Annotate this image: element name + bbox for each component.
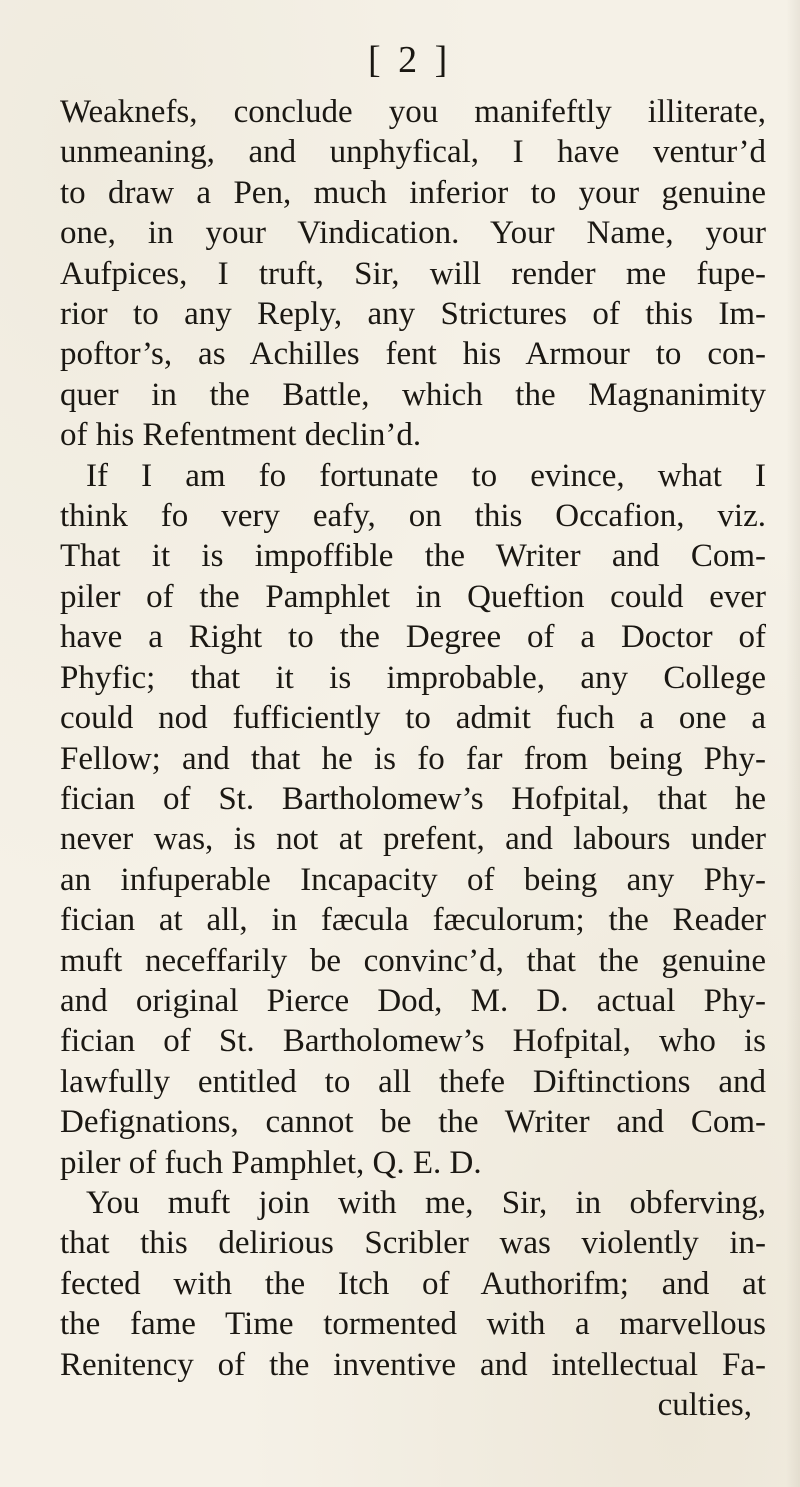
text-line: poftor’s, as Achilles fent his Armour to con- — [60, 336, 766, 373]
text-line: the fame Time tormented with a marvellous — [60, 1306, 766, 1343]
text-line: lawfully entitled to all thefe Diftinctions and — [60, 1063, 766, 1100]
text-line: of his Refentment declin’d. — [60, 417, 422, 454]
text-line: Phyfic; that it is improbable, any College — [60, 659, 766, 696]
text-line: Weaknefs, conclude you manifeftly illiterate, — [60, 94, 766, 130]
text-line: and original Pierce Dod, M. D. actual Phy- — [60, 982, 766, 1019]
text-line: piler of the Pamphlet in Queftion could ever — [60, 578, 766, 615]
text-line: fician at all, in fæcula fæculorum; the Reader — [60, 902, 766, 939]
text-line: Aufpices, I truft, Sir, will render me fupe- — [60, 255, 766, 292]
page-gutter-shadow — [786, 0, 800, 1487]
text-line: fician of St. Bartholomew’s Hofpital, who is — [60, 1023, 766, 1060]
text-line: Defignations, cannot be the Writer and Com- — [60, 1104, 766, 1141]
text-line: one, in your Vindication. Your Name, your — [60, 215, 766, 252]
page-number: [ 2 ] — [368, 39, 452, 81]
text-line: think fo very eafy, on this Occafion, viz. — [60, 498, 766, 535]
text-line: have a Right to the Degree of a Doctor of — [60, 619, 766, 656]
text-line: that this delirious Scribler was violently in- — [60, 1225, 766, 1262]
catchword: culties, — [657, 1387, 752, 1423]
text-line: fected with the Itch of Authorifm; and at — [60, 1265, 766, 1302]
text-line: Renitency of the inventive and intellectual Fa- — [60, 1346, 766, 1383]
text-line: That it is impoffible the Writer and Com- — [60, 538, 766, 575]
text-line: rior to any Reply, any Strictures of this Im- — [60, 296, 766, 333]
text-line: Fellow; and that he is fo far from being Phy- — [60, 740, 766, 777]
text-line: piler of fuch Pamphlet, Q. E. D. — [60, 1144, 482, 1181]
text-line: could nod fufficiently to admit fuch a one a — [60, 700, 766, 737]
text-line: muft neceffarily be convinc’d, that the genuine — [60, 942, 766, 979]
body-text — [60, 92, 766, 1425]
text-line: You muft join with me, Sir, in obferving, — [86, 1184, 766, 1221]
text-line: fician of St. Bartholomew’s Hofpital, that he — [60, 780, 766, 817]
text-line: unmeaning, and unphyfical, I have ventur’d — [60, 134, 766, 171]
text-line: If I am fo fortunate to evince, what I — [86, 457, 766, 494]
text-line: to draw a Pen, much inferior to your genuine — [60, 174, 766, 211]
text-line: never was, is not at prefent, and labours under — [60, 821, 766, 858]
text-line: an infuperable Incapacity of being any Phy- — [60, 861, 766, 898]
text-line: quer in the Battle, which the Magnanimity — [60, 376, 766, 413]
